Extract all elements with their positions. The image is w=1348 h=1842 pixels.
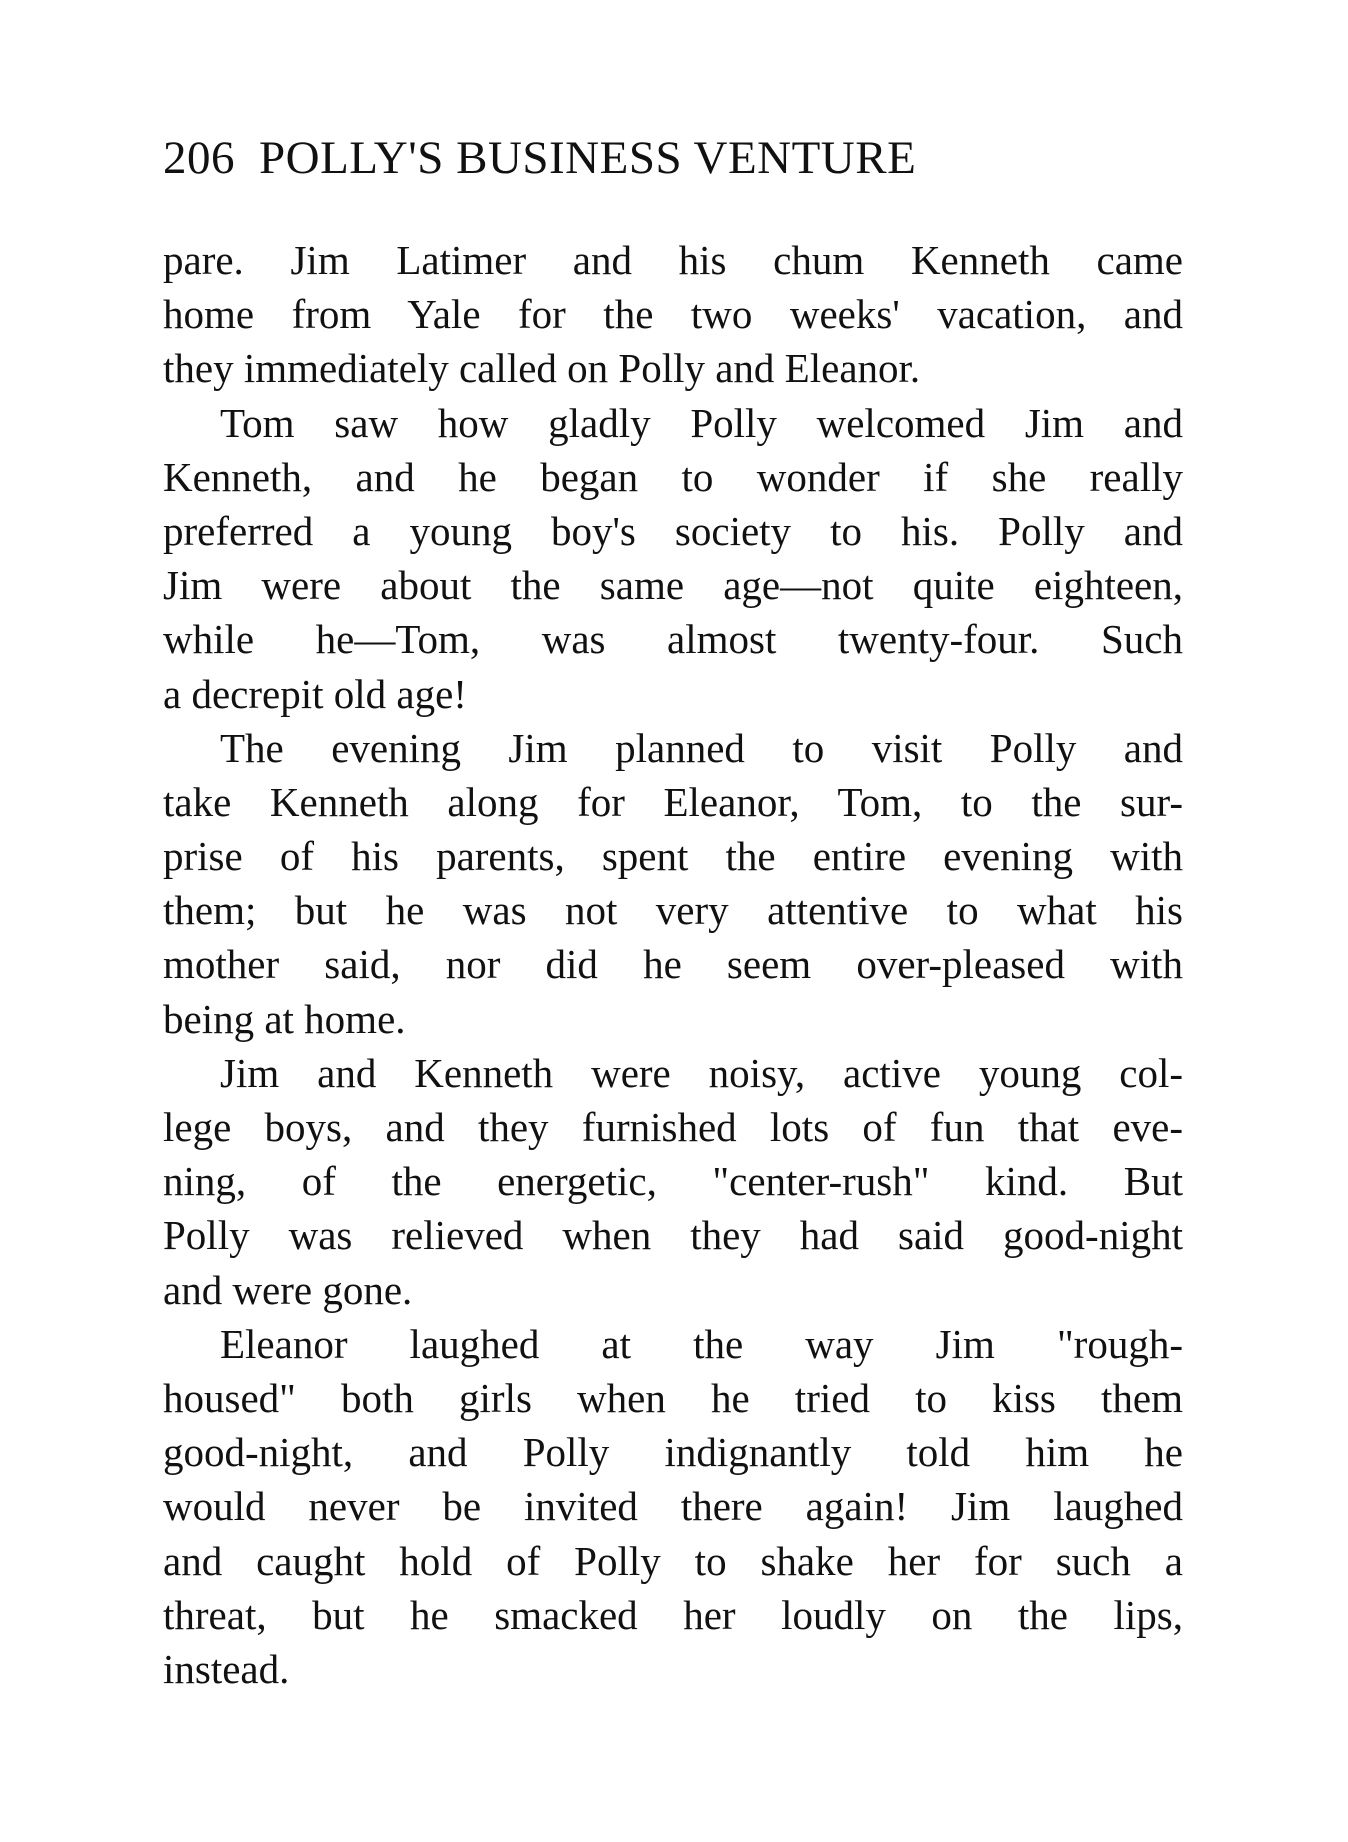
- text-line: threat, but he smacked her loudly on the lips,: [163, 1591, 1183, 1638]
- paragraph-5: [163, 1317, 1183, 1696]
- text-line: prise of his parents, spent the entire evening with: [163, 833, 1183, 880]
- text-line: mother said, nor did he seem over-pleased with: [163, 941, 1183, 988]
- text-line: pare. Jim Latimer and his chum Kenneth came: [163, 237, 1183, 283]
- text-line: and caught hold of Polly to shake her for such a: [163, 1537, 1183, 1584]
- body-text: [163, 233, 1183, 1696]
- text-line: a decrepit old age!: [163, 670, 467, 717]
- paragraph-2: [163, 396, 1183, 721]
- text-line: Jim were about the same age—not quite eighteen,: [163, 562, 1183, 609]
- text-line: ning, of the energetic, "center-rush" kind. But: [163, 1158, 1183, 1205]
- text-line: they immediately called on Polly and Eleanor.: [163, 345, 921, 392]
- text-line: while he—Tom, was almost twenty-four. Such: [163, 616, 1183, 663]
- running-title: POLLY'S BUSINESS VENTURE: [259, 132, 917, 184]
- text-line: being at home.: [163, 995, 406, 1042]
- paragraph-4: [163, 1046, 1183, 1317]
- text-line: instead.: [163, 1645, 290, 1692]
- paragraph-3: [163, 721, 1183, 1046]
- text-line: Polly was relieved when they had said good-night: [163, 1212, 1183, 1259]
- text-line: Jim and Kenneth were noisy, active young col-: [220, 1049, 1183, 1096]
- text-line: and were gone.: [163, 1266, 413, 1313]
- text-line: them; but he was not very attentive to what his: [163, 887, 1183, 934]
- running-head: [163, 128, 1063, 188]
- page-number: 206: [163, 132, 235, 184]
- text-line: lege boys, and they furnished lots of fun that eve-: [163, 1104, 1183, 1150]
- text-line: preferred a young boy's society to his. Polly and: [163, 507, 1183, 554]
- text-line: home from Yale for the two weeks' vacation, and: [163, 291, 1183, 338]
- text-line: housed" both girls when he tried to kiss them: [163, 1374, 1183, 1421]
- text-line: good-night, and Polly indignantly told him he: [163, 1429, 1183, 1476]
- text-line: take Kenneth along for Eleanor, Tom, to the sur-: [163, 778, 1183, 825]
- text-line: would never be invited there again! Jim laughed: [163, 1483, 1183, 1530]
- text-line: Eleanor laughed at the way Jim "rough-: [220, 1320, 1183, 1367]
- paragraph-1: [163, 233, 1183, 396]
- text-line: The evening Jim planned to visit Polly and: [220, 724, 1183, 771]
- text-line: Tom saw how gladly Polly welcomed Jim and: [220, 399, 1183, 446]
- text-line: Kenneth, and he began to wonder if she really: [163, 453, 1183, 500]
